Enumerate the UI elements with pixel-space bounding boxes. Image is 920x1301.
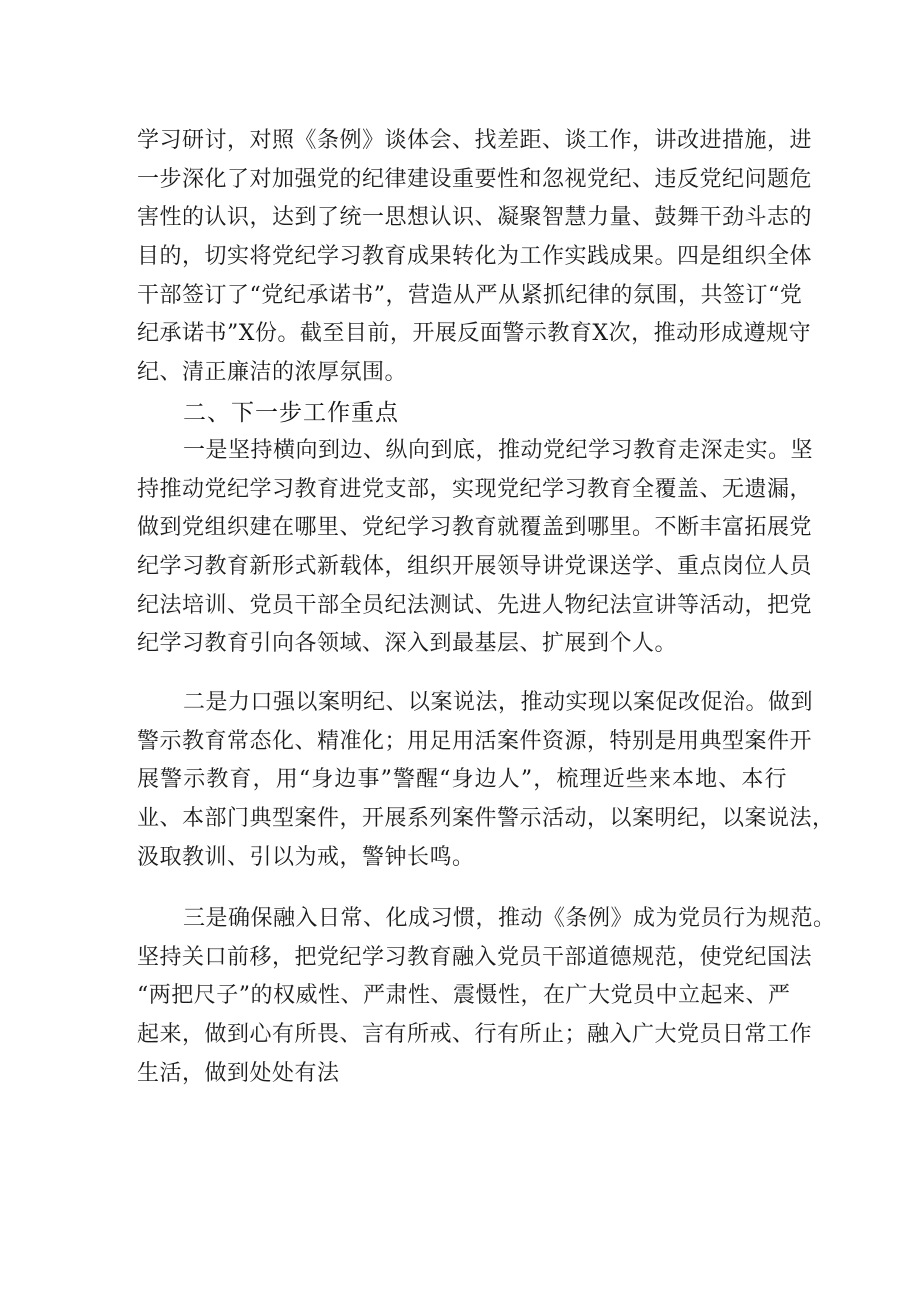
body-line: 一是坚持横向到边、纵向到底，推动党纪学习教育走深走实。坚 [183, 438, 814, 463]
body-line: 警示教育常态化、精准化；用足用活案件资源，特别是用典型案件开 [137, 729, 813, 754]
body-line: 纪学习教育引向各领域、深入到最基层、扩展到个人。 [137, 631, 678, 656]
body-line: 纪法培训、党员干部全员纪法测试、先进人物纪法宣讲等活动，把党 [137, 593, 813, 618]
body-line: 生活，做到处处有法 [137, 1061, 340, 1086]
body-line: 持推动党纪学习教育进党支部，实现党纪学习教育全覆盖、无遗漏， [137, 477, 813, 502]
body-line: 干部签订了“党纪承诺书”，营造从严从紧抓纪律的氛围，共签订“党 [137, 283, 803, 308]
section-heading: 二、下一步工作重点 [183, 400, 399, 426]
body-line: 害性的认识，达到了统一思想认识、凝聚智慧力量、鼓舞干劲斗志的 [137, 205, 813, 230]
body-line: 起来，做到心有所畏、言有所戒、行有所止；融入广大党员日常工作 [137, 1022, 813, 1047]
body-line: 展警示教育，用“身边事”警醒“身边人”，梳理近些来本地、本行 [137, 767, 787, 792]
body-line: 一步深化了对加强党的纪律建设重要性和忽视党纪、违反党纪问题危 [137, 167, 813, 192]
body-line: 汲取教训、引以为戒，警钟长鸣。 [137, 845, 475, 870]
body-line: 目的，切实将党纪学习教育成果转化为工作实践成果。四是组织全体 [137, 244, 813, 269]
body-line: 做到党组织建在哪里、党纪学习教育就覆盖到哪里。不断丰富拓展党 [137, 515, 813, 540]
body-line: 坚持关口前移，把党纪学习教育融入党员干部道德规范，使党纪国法 [137, 945, 813, 970]
body-line: 业、本部门典型案件，开展系列案件警示活动，以案明纪，以案说法， [137, 806, 835, 831]
body-line: “两把尺子”的权威性、严肃性、震慑性，在广大党员中立起来、严 [137, 983, 791, 1008]
body-line: 三是确保融入日常、化成习惯，推动《条例》成为党员行为规范。 [183, 906, 836, 931]
body-line: 纪承诺书”X份。截至目前，开展反面警示教育X次，推动形成遵规守 [137, 321, 812, 346]
body-line: 二是力口强以案明纪、以案说法，推动实现以案促改促治。做到 [183, 690, 814, 715]
body-line: 学习研讨，对照《条例》谈体会、找差距、谈工作，讲改进措施，进 [137, 128, 813, 153]
body-line: 纪学习教育新形式新载体，组织开展领导讲党课送学、重点岗位人员 [137, 554, 813, 579]
body-line: 纪、清正廉洁的浓厚氛围。 [137, 360, 408, 385]
